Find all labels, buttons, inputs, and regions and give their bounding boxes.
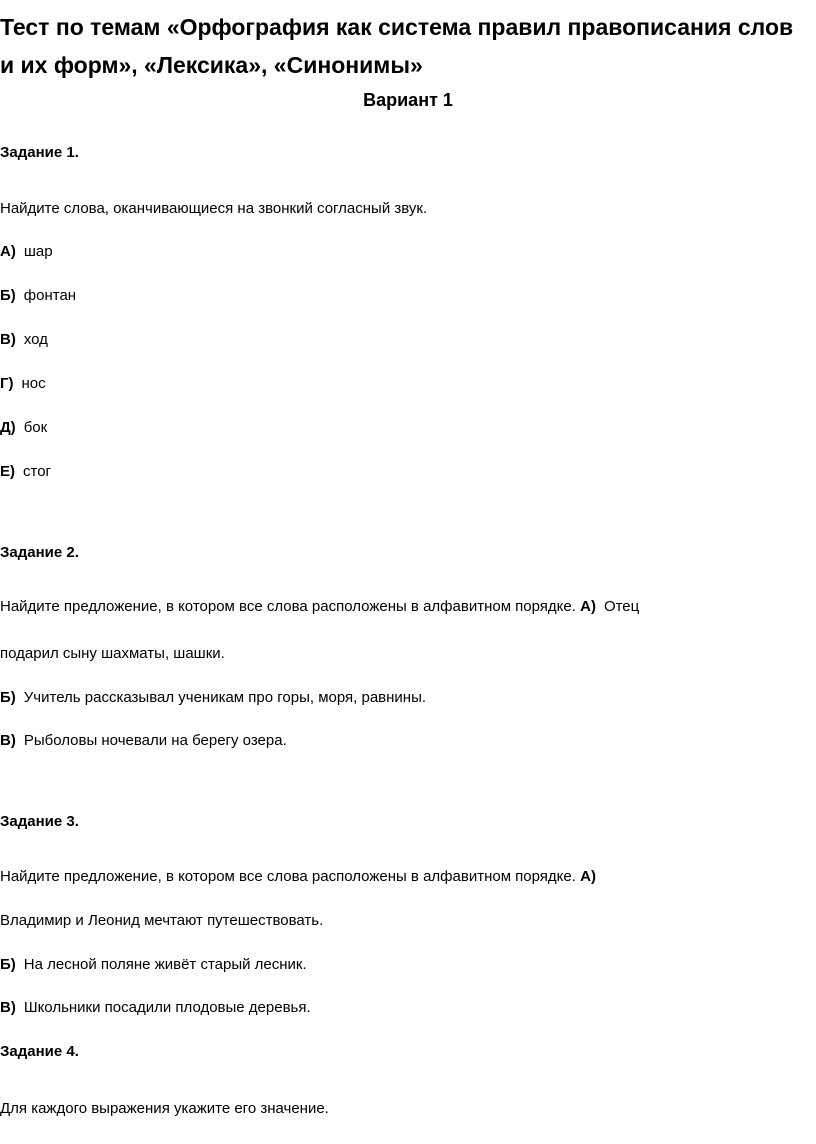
option-text: бок xyxy=(23,419,48,436)
task-1-heading: Задание 1. xyxy=(0,144,79,161)
option-text: Отец xyxy=(603,598,640,615)
task-2-heading: Задание 2. xyxy=(0,544,79,561)
task-3-option-v xyxy=(0,998,311,1018)
task-4-heading: Задание 4. xyxy=(0,1043,79,1060)
option-label: В) xyxy=(0,732,16,749)
option-label: Б) xyxy=(0,956,16,973)
variant-heading: Вариант 1 xyxy=(363,90,453,110)
option-label: Б) xyxy=(0,689,16,706)
option-text: Учитель рассказывал ученикам про горы, моря, равнины. xyxy=(23,689,427,706)
document-title: Тест по темам «Орфография как система правил правописания слов и их форм», «Лексика», «Синонимы» xyxy=(0,14,794,78)
task-1-option-a xyxy=(0,242,53,262)
task-1-instruction: Найдите слова, оканчивающиеся на звонкий согласный звук. xyxy=(0,200,428,217)
option-label: А) xyxy=(580,868,596,885)
option-text: стог xyxy=(23,463,52,480)
option-text: шар xyxy=(23,243,53,260)
task-3-instruction: Найдите предложение, в котором все слова расположены в алфавитном порядке. xyxy=(0,868,576,885)
task-1-option-v xyxy=(0,330,48,350)
task-1-option-b xyxy=(0,286,76,306)
task-2-option-b xyxy=(0,688,426,708)
option-label: А) xyxy=(0,243,16,260)
task-3-heading: Задание 3. xyxy=(0,813,79,830)
task-2-option-v xyxy=(0,731,287,751)
task-3-option-a-continuation: Владимир и Леонид мечтают путешествовать. xyxy=(0,912,324,929)
task-4-instruction: Для каждого выражения укажите его значение. xyxy=(0,1100,329,1117)
option-label: Б) xyxy=(0,287,16,304)
option-label: Е) xyxy=(0,463,15,480)
option-text: нос xyxy=(21,375,46,392)
task-2-option-a-continuation: подарил сыну шахматы, шашки. xyxy=(0,645,225,662)
option-label: Д) xyxy=(0,419,16,436)
task-2-instruction: Найдите предложение, в котором все слова расположены в алфавитном порядке. xyxy=(0,598,576,615)
task-1-option-d xyxy=(0,418,47,438)
task-3-instruction-line xyxy=(0,867,604,887)
option-label: В) xyxy=(0,999,16,1016)
task-1-option-e xyxy=(0,462,51,482)
task-1-option-g xyxy=(0,374,46,394)
task-3-option-b xyxy=(0,955,307,975)
option-label: А) xyxy=(580,598,596,615)
option-text: ход xyxy=(23,331,48,348)
option-text: фонтан xyxy=(23,287,77,304)
option-label: Г) xyxy=(0,375,14,392)
option-text: Школьники посадили плодовые деревья. xyxy=(23,999,311,1016)
option-text: Рыболовы ночевали на берегу озера. xyxy=(23,732,287,749)
task-2-instruction-line xyxy=(0,597,639,617)
option-label: В) xyxy=(0,331,16,348)
option-text: На лесной поляне живёт старый лесник. xyxy=(23,956,307,973)
